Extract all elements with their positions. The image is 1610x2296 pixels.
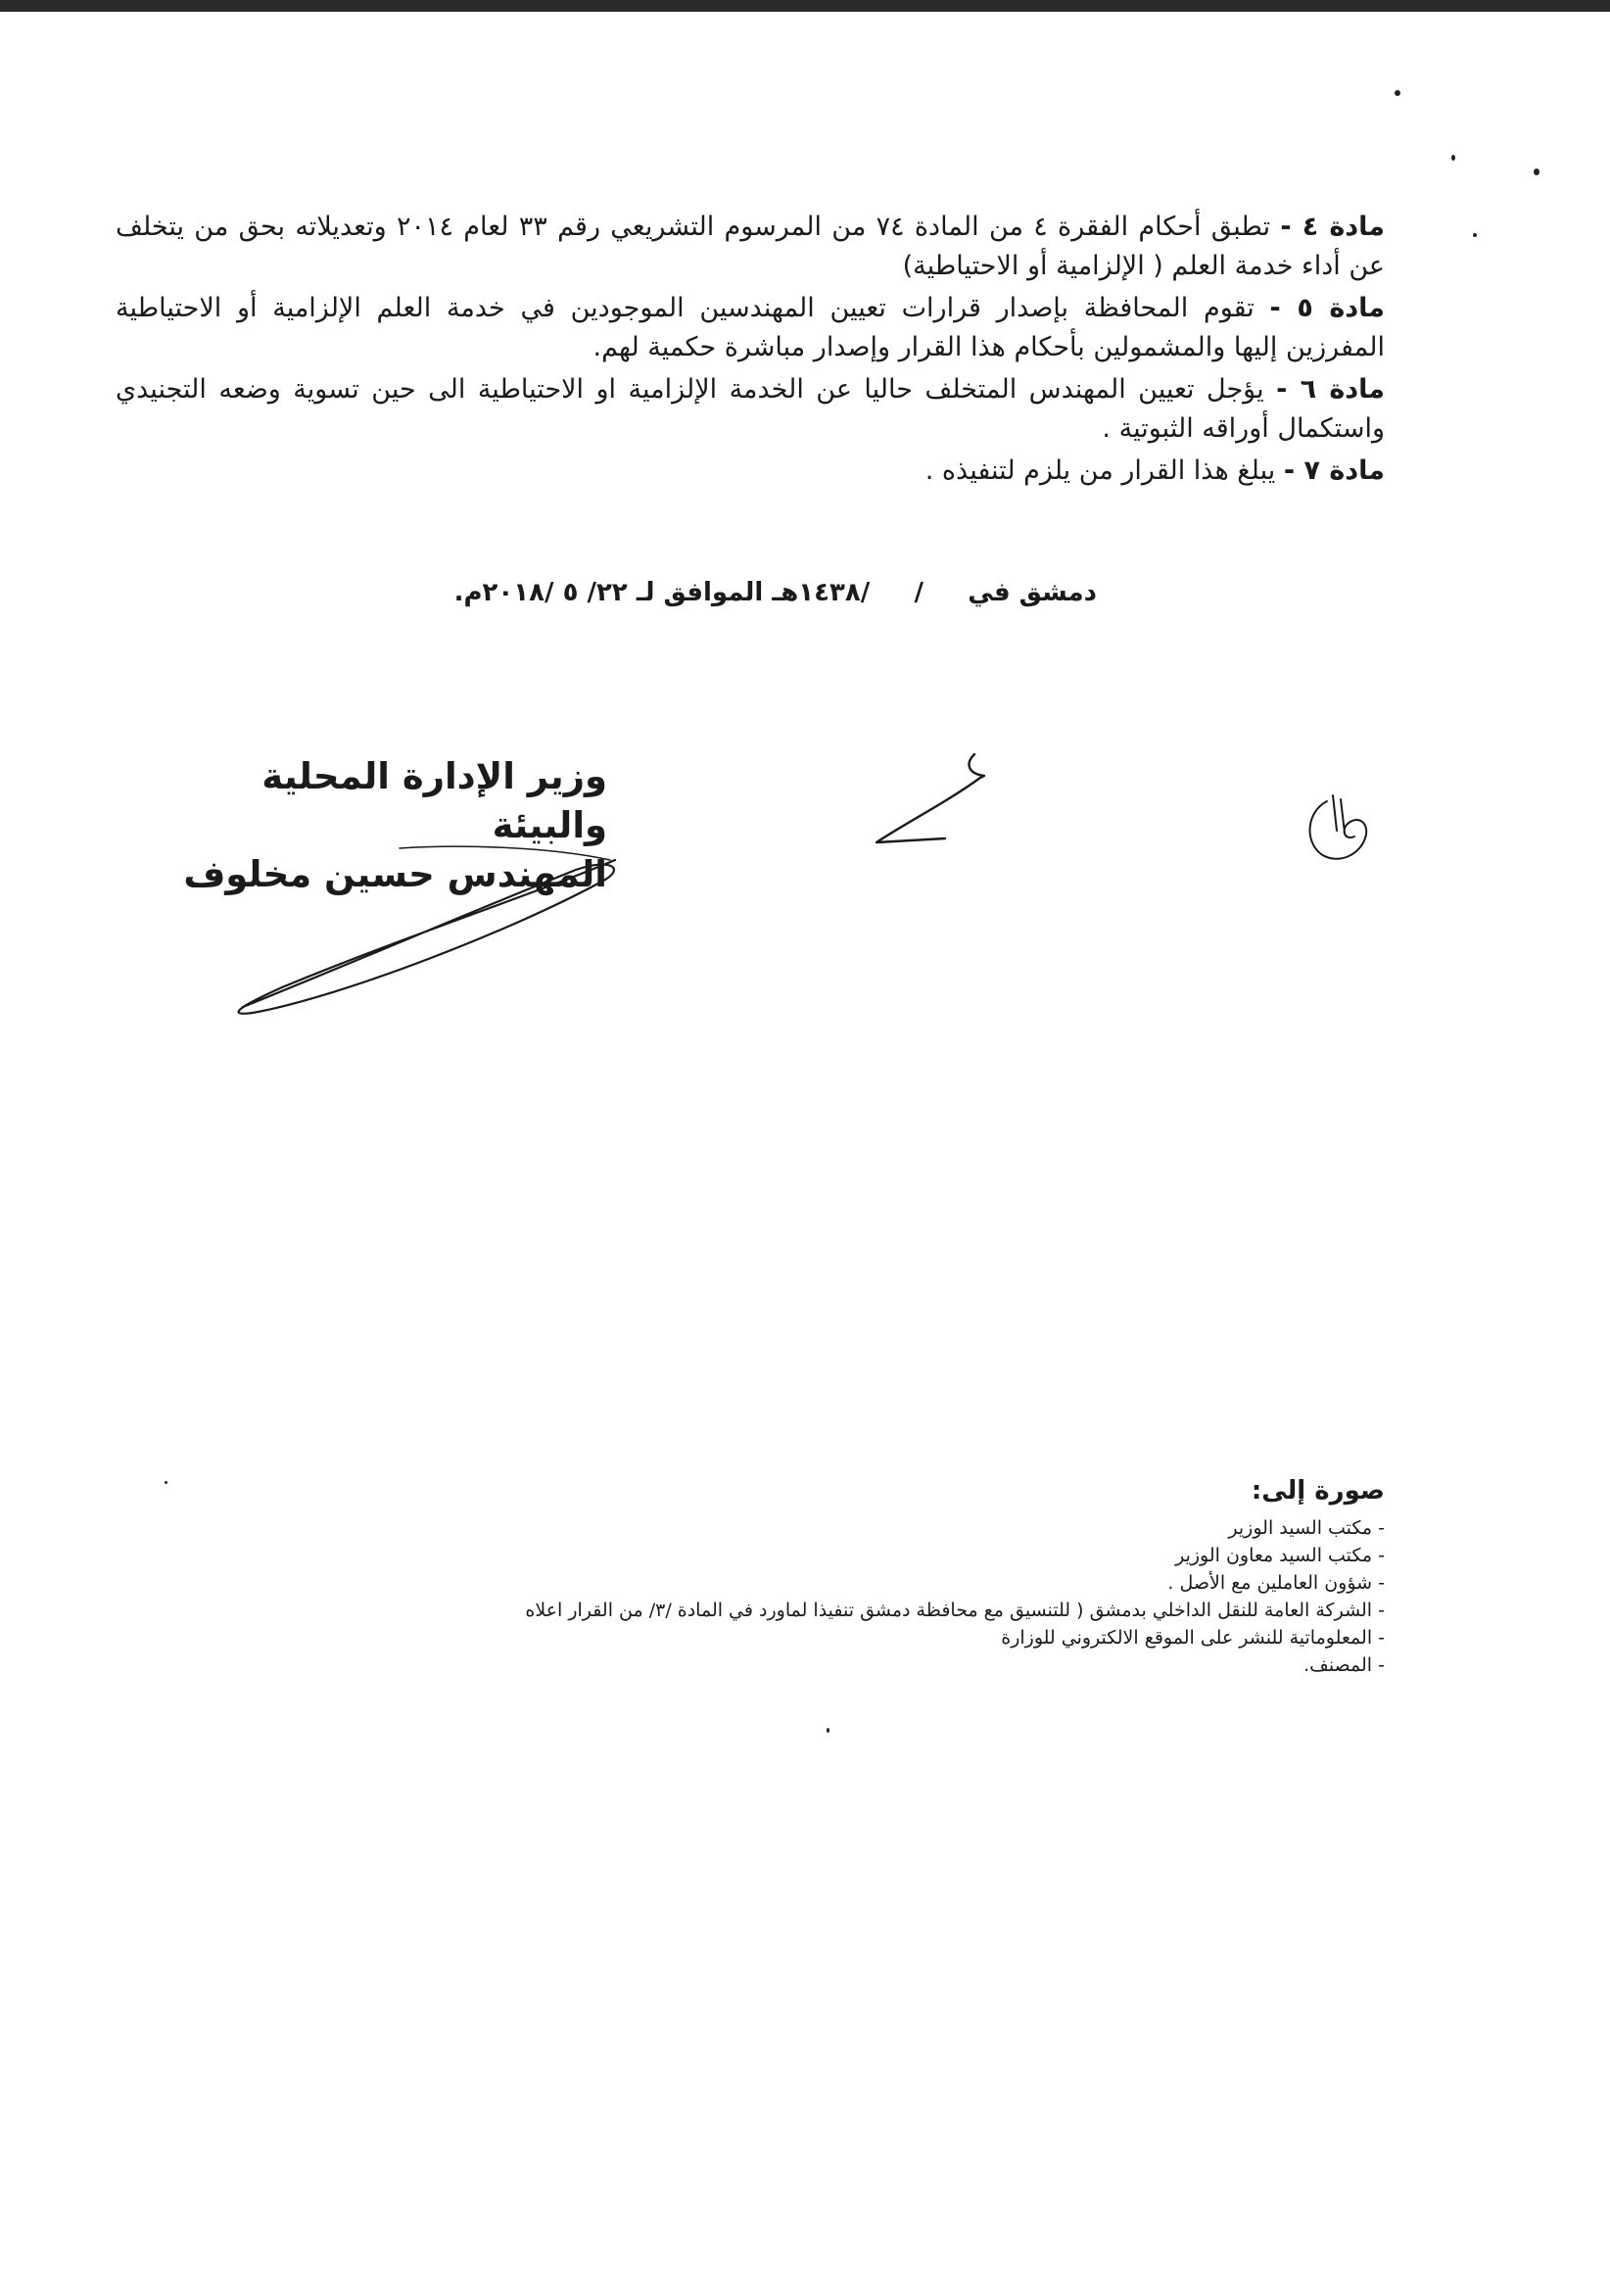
article-5: [116, 289, 1385, 367]
scan-speck: [1534, 168, 1539, 175]
article-label: مادة ٧ -: [1283, 455, 1385, 486]
decree-articles: [116, 208, 1385, 494]
scan-speck: [1451, 155, 1455, 161]
article-text: تقوم المحافظة بإصدار قرارات تعيين المهندسين الموجودين في خدمة العلم الإلزامية أو الاحتياطية المفرزين إليها والمشمولين بأحكام هذا القرار وإصدار مباشرة حكمية لهم.: [116, 293, 1385, 362]
reviewer-initial-mark: [867, 744, 1023, 852]
issue-date-line: دمشق في / /١٤٣٨هـ الموافق لـ ٢٢/ ٥ /٢٠١٨م.: [453, 578, 1097, 607]
scan-speck: [1473, 233, 1477, 237]
copy-to-section: [421, 1471, 1385, 1679]
article-text: يؤجل تعيين المهندس المتخلف حاليا عن الخدمة الإلزامية او الاحتياطية الى حين تسوية وضعه التجنيدي واستكمال أوراقه الثبوتية .: [116, 374, 1385, 444]
copy-to-item: - الشركة العامة للنقل الداخلي بدمشق ( للتنسيق مع محافظة دمشق تنفيذا لماورد في المادة /٣/ من القرار اعلاه: [421, 1597, 1385, 1624]
article-label: مادة ٦ -: [1276, 374, 1385, 405]
scan-speck: [1395, 90, 1400, 96]
article-4: [116, 208, 1385, 286]
minister-title: وزير الإدارة المحلية والبيئة: [261, 755, 607, 846]
handwritten-initials: [1298, 782, 1376, 870]
copy-to-item: - مكتب السيد معاون الوزير: [421, 1542, 1385, 1569]
copy-to-item: - شؤون العاملين مع الأصل .: [421, 1569, 1385, 1597]
article-label: مادة ٤ -: [1280, 212, 1385, 242]
scan-speck: [165, 1481, 167, 1484]
article-7: [116, 452, 1385, 491]
copy-to-item: - المعلوماتية للنشر على الموقع الالكتروني للوزارة: [421, 1624, 1385, 1651]
article-text: تطبق أحكام الفقرة ٤ من المادة ٧٤ من المرسوم التشريعي رقم ٣٣ لعام ٢٠١٤ وتعديلاته بحق من يتخلف عن أداء خدمة العلم ( الإلزامية أو الاحتياطية): [116, 212, 1385, 281]
handwritten-signature: [223, 840, 625, 1017]
copy-to-item: - مكتب السيد الوزير: [421, 1514, 1385, 1542]
article-text: يبلغ هذا القرار من يلزم لتنفيذه .: [924, 455, 1276, 486]
copy-to-heading: صورة إلى:: [1251, 1476, 1385, 1506]
minister-name: المهندس حسين مخلوف: [183, 853, 607, 895]
copy-to-list: [421, 1514, 1385, 1679]
article-label: مادة ٥ -: [1269, 293, 1385, 323]
scan-top-edge: [0, 0, 1610, 12]
article-6: [116, 370, 1385, 449]
copy-to-item: - المصنف.: [421, 1651, 1385, 1679]
scan-speck: [827, 1728, 829, 1733]
